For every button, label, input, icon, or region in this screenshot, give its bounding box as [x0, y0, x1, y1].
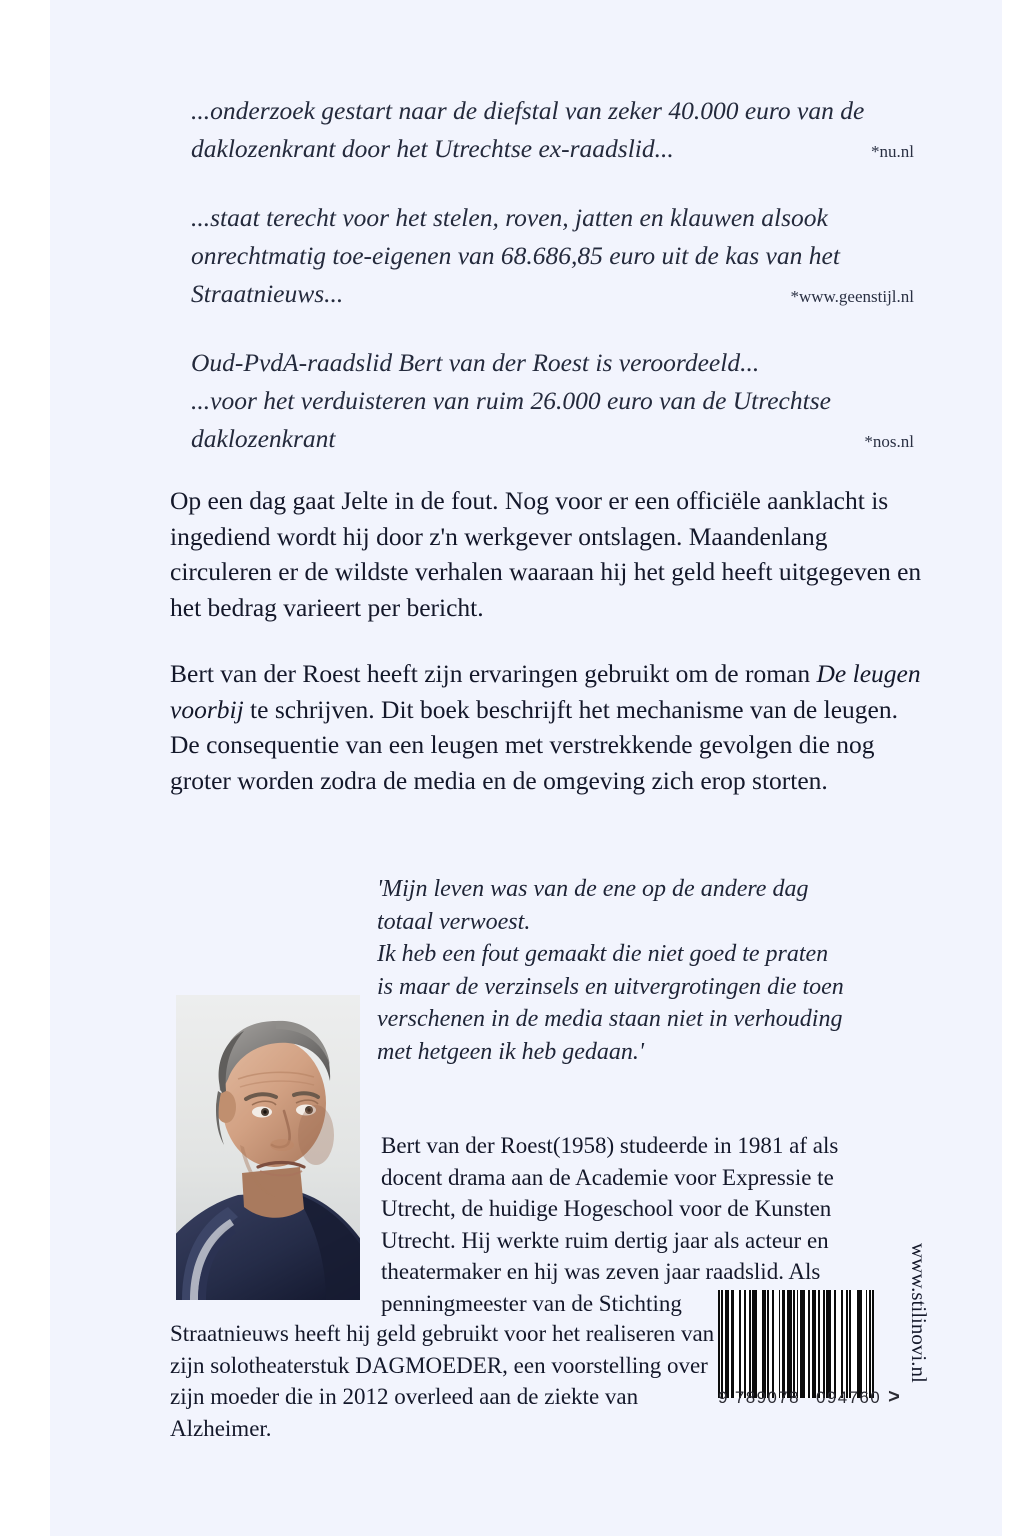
barcode-group-1: 789078: [734, 1388, 800, 1407]
barcode-bars: [718, 1290, 874, 1398]
press-quote-line-with-source: [191, 130, 914, 171]
barcode-arrow: >: [888, 1386, 902, 1408]
pull-quote-line: totaal verwoest.: [377, 908, 531, 935]
author-photo: [176, 995, 360, 1300]
blurb-paragraph-2-part-2: te schrijven. Dit boek beschrijft het mechanisme van de leugen. De consequentie van een leugen met verstrekkende gevolgen die nog groter worden zodra de media en de omgeving zich erop storten.: [170, 694, 898, 795]
author-pull-quote: [377, 873, 937, 1068]
press-quote: [191, 92, 914, 171]
press-quote-line: daklozenkrant: [191, 424, 336, 453]
press-quote: [191, 199, 914, 316]
blurb-paragraph-2: [170, 656, 930, 798]
press-quote-line: ...voor het verduisteren van ruim 26.000 euro van de Utrechtse: [191, 386, 831, 415]
book-title-reference: De leugen voorbij: [170, 659, 921, 724]
author-portrait-illustration: [176, 995, 360, 1300]
publisher-website-text: www.stilinovi.nl: [907, 1243, 931, 1383]
press-quote-line: Straatnieuws...: [191, 279, 344, 308]
author-biography-part-1: Bert van der Roest(1958) studeerde in 1981 af als docent drama aan de Academie voor Expressie te Utrecht, de huidige Hogeschool voor de Kunsten Utrecht. Hij werkte ruim dertig jaar als acteur en theatermaker en hij was zeven jaar raadslid. Als penningmeester van de Stichting: [381, 1133, 839, 1316]
blurb-paragraph-2-part-1: Bert van der Roest heeft zijn ervaringen gebruikt om de roman: [170, 659, 817, 688]
press-quote-line: ...staat terecht voor het stelen, roven, jatten en klauwen alsook: [191, 203, 828, 232]
barcode-group-2: 094760: [816, 1388, 882, 1407]
blurb-paragraph-1: Op een dag gaat Jelte in de fout. Nog voor er een officiële aanklacht is ingediend wordt hij door z'n werkgever ontslagen. Maandenlang circuleren er de wildste verhalen waaraan hij het geld heeft uitgegeven en het bedrag varieert per bericht.: [170, 486, 922, 622]
press-quote-line-with-source: [191, 275, 914, 316]
barcode-lead-digit: 9: [718, 1388, 729, 1407]
press-quote-source: *nos.nl: [864, 432, 914, 451]
isbn-barcode: [718, 1290, 902, 1422]
press-quote-line-with-source: [191, 420, 914, 461]
blurb-section: [170, 483, 930, 798]
pull-quote-line: verschenen in de media staan niet in verhouding: [377, 1006, 843, 1032]
press-quotes-section: [191, 92, 914, 461]
pull-quote-line: is maar de verzinsels en uitvergrotingen die toen: [377, 973, 844, 1000]
press-quote-line: onrechtmatig toe-eigenen van 68.686,85 euro uit de kas van het: [191, 241, 840, 270]
press-quote-line: Oud-PvdA-raadslid Bert van der Roest is veroordeeld...: [191, 348, 760, 377]
publisher-website: [907, 1243, 933, 1433]
press-quote-source: *www.geenstijl.nl: [790, 287, 914, 306]
press-quote-line: daklozenkrant door het Utrechtse ex-raadslid...: [191, 134, 674, 163]
press-quote-source: *nu.nl: [871, 142, 914, 161]
pull-quote-line: 'Mijn leven was van de ene op de andere dag: [377, 876, 809, 902]
pull-quote-line: met hetgeen ik heb gedaan.': [377, 1038, 645, 1065]
pull-quote-line: Ik heb een fout gemaakt die niet goed te praten: [377, 941, 829, 967]
press-quote-line: ...onderzoek gestart naar de diefstal van zeker 40.000 euro van de: [191, 96, 865, 125]
barcode-digits: [718, 1386, 902, 1409]
book-back-cover: [50, 0, 1002, 1536]
author-biography-part-2: Straatnieuws heeft hij geld gebruikt voor het realiseren van zijn solotheaterstuk DAGMOEDER, een voorstelling over zijn moeder die in 2012 overleed aan de ziekte van Alzheimer.: [170, 1321, 715, 1441]
press-quote: [191, 344, 914, 461]
